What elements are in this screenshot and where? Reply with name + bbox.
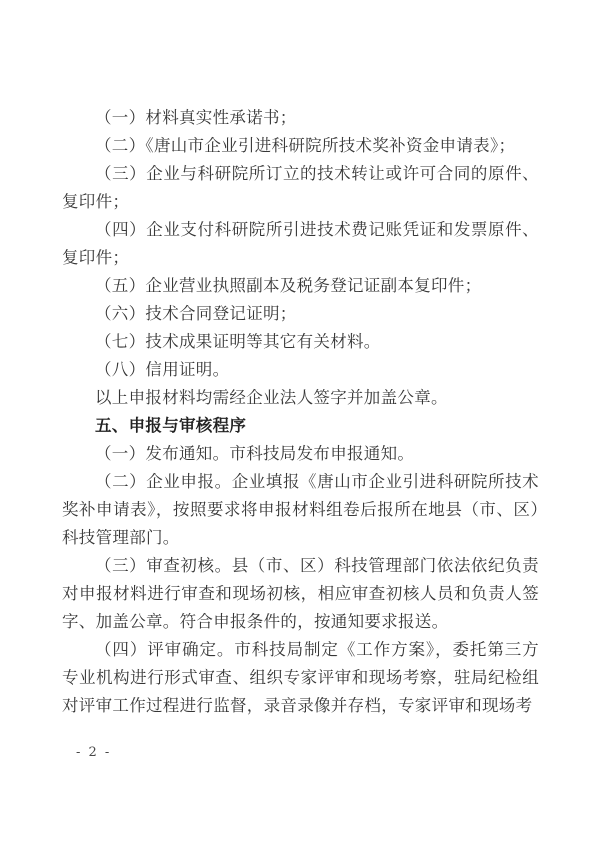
procedure-step-4: （四）评审确定。市科技局制定《工作方案》，委托第三方专业机构进行形式审查、组织专家评审和现场考察，驻局纪检组对评审工作过程进行监督，录音录像并存档，专家评审和现场考 (62, 640, 539, 715)
document-content (62, 104, 539, 720)
materials-note: 以上申报材料均需经企业法人签字并加盖公章。 (95, 388, 448, 407)
attachment-item-1: （一）材料真实性承诺书； (95, 108, 297, 127)
page-number: - 2 - (76, 745, 112, 760)
procedure-step-1: （一）发布通知。市科技局发布申报通知。 (95, 444, 415, 463)
attachment-item-3: （三）企业与科研院所订立的技术转让或许可合同的原件、复印件； (62, 164, 539, 211)
attachment-item-8: （八）信用证明。 (95, 360, 230, 379)
attachment-item-7: （七）技术成果证明等其它有关材料。 (95, 332, 381, 351)
procedure-step-3: （三）审查初核。县（市、区）科技管理部门依法依纪负责对申报材料进行审查和现场初核，相应审查初核人员和负责人签字、加盖公章。符合申报条件的，按通知要求报送。 (62, 556, 539, 631)
attachment-item-6: （六）技术合同登记证明； (95, 304, 297, 323)
section-heading-procedure: 五、申报与审核程序 (95, 417, 247, 435)
procedure-step-2: （二）企业申报。企业填报《唐山市企业引进科研院所技术奖补申请表》，按照要求将申报材料组卷后报所在地县（市、区）科技管理部门。 (62, 472, 539, 547)
attachment-item-2: （二）《唐山市企业引进科研院所技术奖补资金申请表》； (95, 136, 516, 155)
attachment-item-4: （四）企业支付科研院所引进技术费记账凭证和发票原件、复印件； (62, 220, 539, 267)
attachment-item-5: （五）企业营业执照副本及税务登记证副本复印件； (95, 276, 482, 295)
